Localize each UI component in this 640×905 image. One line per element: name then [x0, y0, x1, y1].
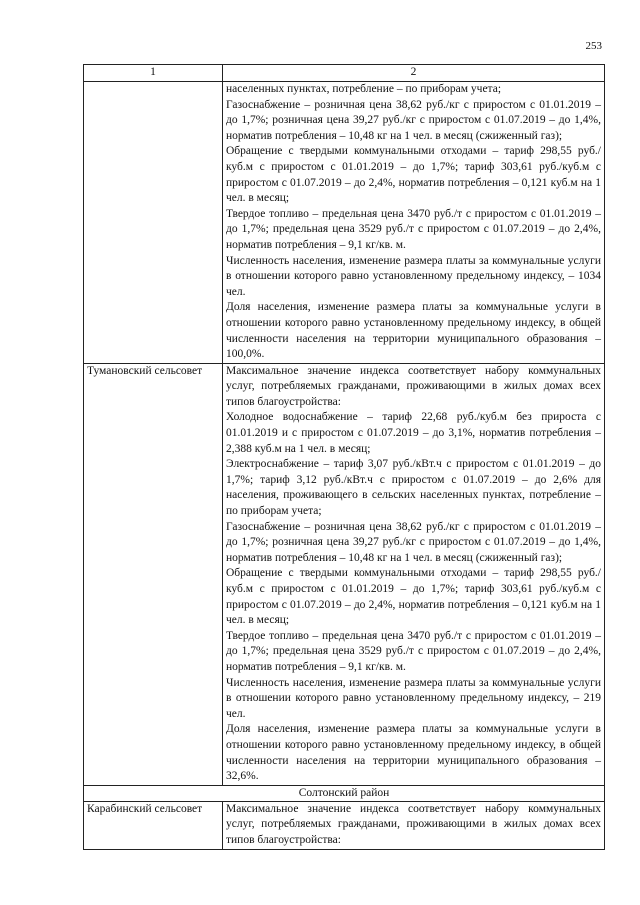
municipality-name-cell: Тумановский сельсовет	[84, 363, 223, 785]
paragraph: Доля населения, изменение размера платы за коммунальные услуги в отношении которого равно установленному предельному индексу, в общей численности населения на территории муниципального образования – 32,6%.	[226, 723, 601, 783]
table-row	[84, 82, 605, 364]
table-header-row	[84, 65, 605, 82]
paragraph: Максимальное значение индекса соответствует набору коммунальных услуг, потребляемых гражданами, проживающими в жилых домах всех типов благоустройства:	[226, 364, 601, 408]
paragraph: Численность населения, изменение размера платы за коммунальные услуги в отношении которого равно установленному предельному индексу, – 1034 чел.	[226, 254, 601, 298]
page-number: 253	[585, 40, 602, 52]
section-title: Солтонский район	[84, 785, 605, 801]
tariff-description-cell	[223, 801, 605, 849]
column-header-1: 1	[84, 65, 223, 82]
paragraph: Электроснабжение – тариф 3,07 руб./кВт.ч с приростом с 01.01.2019 – до 1,7%; тариф 3,12 руб./кВт.ч с приростом с 01.07.2019 – до 2,6% для населения, проживающего в сельских населенных пунктах, потребление – по приборам учета;	[226, 458, 601, 518]
municipality-name-cell	[84, 82, 223, 364]
tariff-description-cell	[223, 82, 605, 364]
municipality-name-cell: Карабинский сельсовет	[84, 801, 223, 849]
paragraph: Доля населения, изменение размера платы за коммунальные услуги в отношении которого равно установленному предельному индексу, в общей численности населения на территории муниципального образования – 100,0%.	[226, 301, 601, 361]
paragraph: населенных пунктах, потребление – по приборам учета;	[226, 83, 502, 95]
paragraph: Численность населения, изменение размера платы за коммунальные услуги в отношении которого равно установленному предельному индексу, – 219 чел.	[226, 676, 601, 720]
paragraph: Газоснабжение – розничная цена 38,62 руб./кг с приростом с 01.01.2019 – до 1,7%; розничная цена 39,27 руб./кг с приростом с 01.07.2019 – до 1,4%, норматив потребления – 10,48 кг на 1 чел. в месяц (сжиженный газ);	[226, 98, 601, 142]
table-row	[84, 363, 605, 785]
paragraph: Холодное водоснабжение – тариф 22,68 руб./куб.м без прироста с 01.01.2019 и с приростом с 01.07.2019 – до 3,1%, норматив потребления – 2,388 куб.м на 1 чел. в месяц;	[226, 411, 601, 455]
tariff-description-cell	[223, 363, 605, 785]
paragraph: Твердое топливо – предельная цена 3470 руб./т с приростом с 01.01.2019 – до 1,7%; предельная цена 3529 руб./т с приростом с 01.07.2019 – до 2,4%, норматив потребления – 9,1 кг/кв. м.	[226, 207, 601, 251]
paragraph: Максимальное значение индекса соответствует набору коммунальных услуг, потребляемых гражданами, проживающими в жилых домах всех типов благоустройства:	[226, 802, 601, 846]
paragraph: Обращение с твердыми коммунальными отходами – тариф 298,55 руб./куб.м с приростом с 01.01.2019 – до 1,7%; тариф 303,61 руб./куб.м с приростом с 01.07.2019 – до 2,4%, норматив потребления – 0,121 куб.м на 1 чел. в месяц;	[226, 145, 601, 205]
table-row	[84, 801, 605, 849]
paragraph: Газоснабжение – розничная цена 38,62 руб./кг с приростом с 01.01.2019 – до 1,7%; розничная цена 39,27 руб./кг с приростом с 01.07.2019 – до 1,4%, норматив потребления – 10,48 кг на 1 чел. в месяц (сжиженный газ);	[226, 520, 601, 564]
column-header-2: 2	[223, 65, 605, 82]
paragraph: Обращение с твердыми коммунальными отходами – тариф 298,55 руб./куб.м с приростом с 01.01.2019 – до 1,7%; тариф 303,61 руб./куб.м с приростом с 01.07.2019 – до 2,4%, норматив потребления – 0,121 куб.м на 1 чел. в месяц;	[226, 567, 601, 627]
paragraph: Твердое топливо – предельная цена 3470 руб./т с приростом с 01.01.2019 – до 1,7%; предельная цена 3529 руб./т с приростом с 01.07.2019 – до 2,4%, норматив потребления – 9,1 кг/кв. м.	[226, 629, 601, 673]
section-row	[84, 785, 605, 801]
tariff-table	[83, 64, 605, 850]
